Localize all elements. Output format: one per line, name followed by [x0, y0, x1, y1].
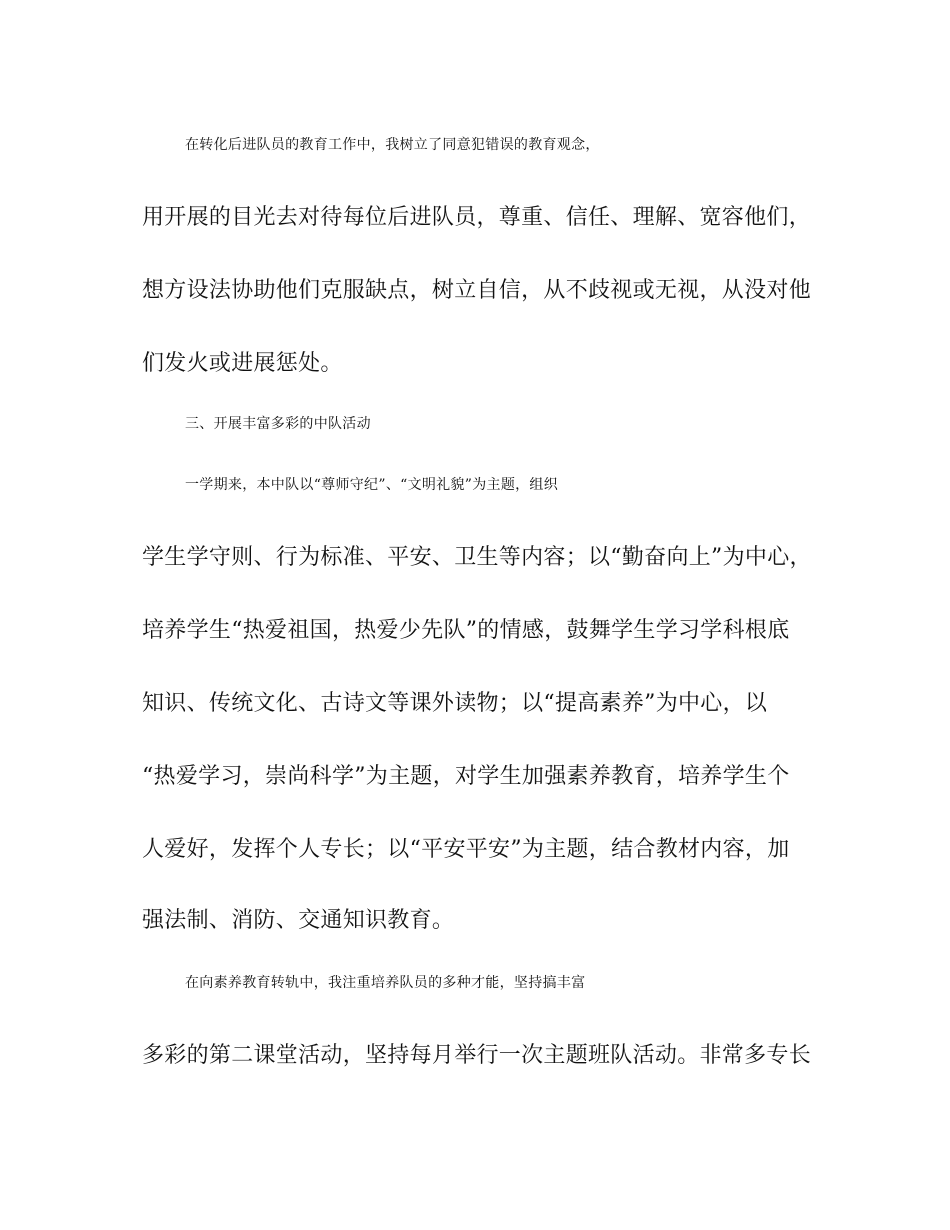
paragraph-1-line-4: 们发火或进展惩处。	[142, 351, 343, 376]
section-heading: 三、开展丰富多彩的中队活动	[185, 416, 371, 432]
paragraph-2-line-7: 强法制、消防、交通知识教育。	[142, 908, 455, 933]
paragraph-2-line-1: 一学期来，本中队以“尊师守纪”、“文明礼貌”为主题，组织	[185, 477, 559, 493]
paragraph-2-line-3: 培养学生“热爱祖国，热爱少先队”的情感，鼓舞学生学习学科根底	[142, 618, 790, 643]
paragraph-2-line-5: “热爱学习，崇尚科学”为主题，对学生加强素养教育，培养学生个	[142, 764, 790, 789]
paragraph-3-line-1: 在向素养教育转轨中，我注重培养队员的多种才能，坚持搞丰富	[185, 975, 586, 991]
paragraph-2-line-6: 人爱好，发挥个人专长；以“平安平安”为主题，结合教材内容，加	[142, 837, 790, 862]
paragraph-2-line-4: 知识、传统文化、古诗文等课外读物；以“提高素养”为中心，以	[142, 691, 768, 716]
paragraph-2-line-2: 学生学守则、行为标准、平安、卫生等内容；以“勤奋向上”为中心，	[142, 545, 812, 570]
paragraph-1-line-3: 想方设法协助他们克服缺点，树立自信，从不歧视或无视，从没对他	[142, 278, 812, 303]
paragraph-1-line-1: 在转化后进队员的教育工作中，我树立了同意犯错误的教育观念，	[185, 137, 600, 153]
paragraph-3-line-2: 多彩的第二课堂活动，坚持每月举行一次主题班队活动。非常多专长	[142, 1043, 812, 1068]
paragraph-1-line-2: 用开展的目光去对待每位后进队员，尊重、信任、理解、宽容他们，	[142, 205, 812, 230]
